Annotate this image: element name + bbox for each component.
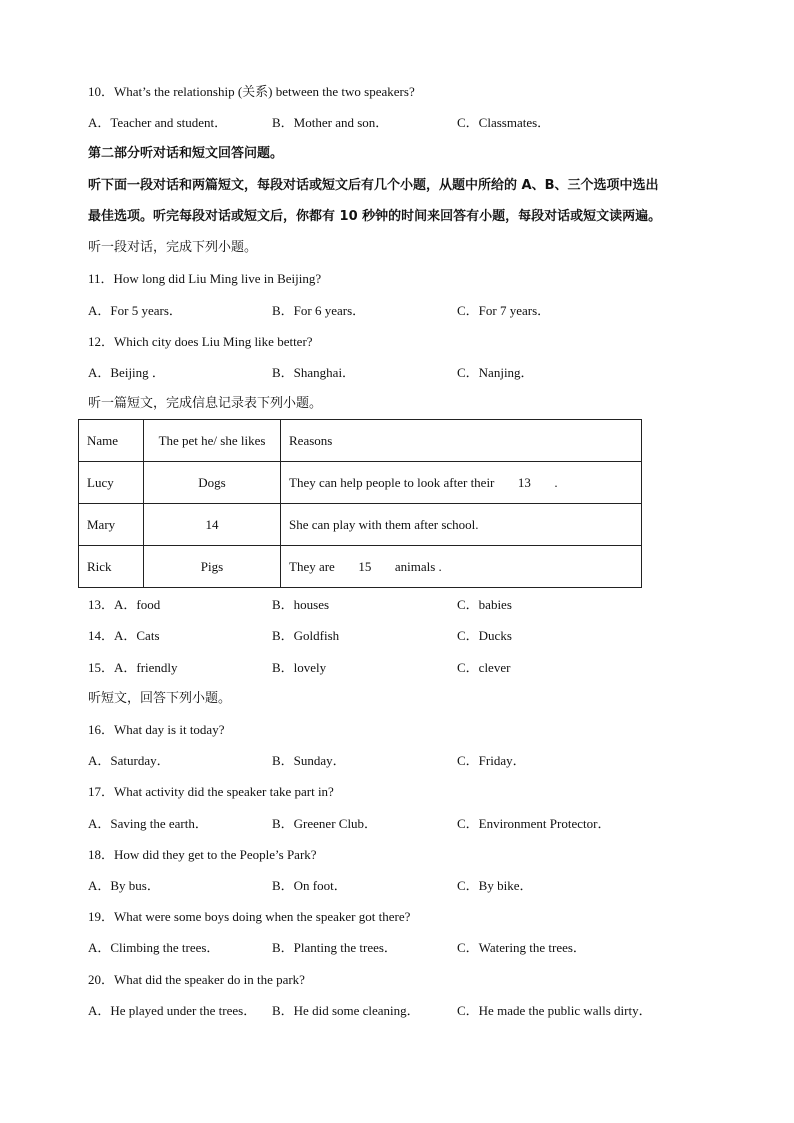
table-header-reasons: Reasons [281, 420, 642, 462]
reason-text: They can help people to look after their [289, 474, 495, 490]
table-row [79, 462, 642, 504]
question-10-stem: 10．What’s the relationship (关系) between the two speakers? [88, 84, 415, 99]
question-16-option-b: B．Sunday． [272, 753, 346, 768]
question-15-option-a: 15．A．friendly [88, 660, 178, 675]
question-18-option-c: C．By bike． [457, 878, 533, 893]
question-19-option-c: C．Watering the trees． [457, 940, 586, 955]
question-17-option-a: A．Saving the earth． [88, 816, 208, 831]
section-2-instructions-2: 最佳选项。听完每段对话或短文后，你都有 10 秒钟的时间来回答有小题，每段对话或短文读两遍。 [88, 209, 662, 224]
question-17-option-c: C．Environment Protector． [457, 816, 611, 831]
reason-text: They are [289, 558, 335, 574]
table-header-row [79, 420, 642, 462]
question-16-stem: 16．What day is it today? [88, 722, 225, 737]
question-14-option-b: B．Goldfish [272, 628, 340, 643]
question-11-option-a: A．For 5 years． [88, 303, 182, 318]
table-cell-reason [281, 462, 642, 504]
table-cell-name: Lucy [79, 462, 144, 504]
question-12-stem: 12．Which city does Liu Ming like better? [88, 334, 313, 349]
section-2-title: 第二部分听对话和短文回答问题。 [88, 146, 284, 161]
question-20-option-a: A．He played under the trees． [88, 1003, 257, 1018]
table-cell-name: Rick [79, 546, 144, 588]
table-cell-pet-blank-14: 14 [144, 504, 281, 546]
question-10-option-b: B．Mother and son． [272, 115, 389, 130]
question-20-stem: 20．What did the speaker do in the park? [88, 972, 305, 987]
dialogue-intro: 听一段对话，完成下列小题。 [88, 240, 258, 255]
table-header-pet: The pet he/ she likes [144, 420, 281, 462]
reason-text: She can play with them after school. [289, 516, 479, 532]
reason-text-end: animals . [394, 558, 442, 574]
question-19-option-b: B．Planting the trees． [272, 940, 397, 955]
question-11-stem: 11．How long did Liu Ming live in Beijing? [88, 271, 322, 286]
section-2-instructions-1: 听下面一段对话和两篇短文，每段对话或短文后有几个小题，从题中所给的 A、B、三个选项中选出 [88, 178, 659, 193]
table-row [79, 546, 642, 588]
question-16-option-c: C．Friday． [457, 753, 526, 768]
table-cell-pet: Pigs [144, 546, 281, 588]
table-cell-name: Mary [79, 504, 144, 546]
table-cell-reason [281, 504, 642, 546]
blank-13: 13 [517, 474, 531, 490]
passage-2-intro: 听短文，回答下列小题。 [88, 691, 232, 706]
question-10-option-a: A．Teacher and student． [88, 115, 228, 130]
question-13-option-a: 13．A．food [88, 597, 161, 612]
question-16-option-a: A．Saturday． [88, 753, 170, 768]
question-17-stem: 17．What activity did the speaker take part in? [88, 784, 334, 799]
info-record-table [78, 419, 642, 588]
question-11-option-c: C．For 7 years． [457, 303, 551, 318]
question-20-option-c: C．He made the public walls dirty． [457, 1003, 652, 1018]
question-12-option-a: A．Beijing ． [88, 365, 165, 380]
question-10-option-c: C．Classmates． [457, 115, 551, 130]
question-12-option-c: C．Nanjing． [457, 365, 534, 380]
question-18-option-b: B．On foot． [272, 878, 347, 893]
blank-15: 15 [358, 558, 372, 574]
question-18-option-a: A．By bus． [88, 878, 160, 893]
question-14-option-c: C．Ducks [457, 628, 512, 643]
question-11-option-b: B．For 6 years． [272, 303, 366, 318]
question-20-option-b: B．He did some cleaning． [272, 1003, 420, 1018]
passage-1-intro: 听一篇短文，完成信息记录表下列小题。 [88, 396, 323, 411]
table-cell-reason [281, 546, 642, 588]
table-row [79, 504, 642, 546]
question-13-option-c: C．babies [457, 597, 512, 612]
table-header-name: Name [79, 420, 144, 462]
question-19-option-a: A．Climbing the trees． [88, 940, 220, 955]
reason-text-end: . [554, 474, 558, 490]
question-12-option-b: B．Shanghai． [272, 365, 356, 380]
question-15-option-b: B．lovely [272, 660, 327, 675]
question-17-option-b: B．Greener Club． [272, 816, 378, 831]
question-15-option-c: C．clever [457, 660, 511, 675]
table-cell-pet: Dogs [144, 462, 281, 504]
question-19-stem: 19．What were some boys doing when the speaker got there? [88, 909, 411, 924]
question-14-option-a: 14．A．Cats [88, 628, 160, 643]
question-18-stem: 18．How did they get to the People’s Park? [88, 847, 317, 862]
question-13-option-b: B．houses [272, 597, 330, 612]
